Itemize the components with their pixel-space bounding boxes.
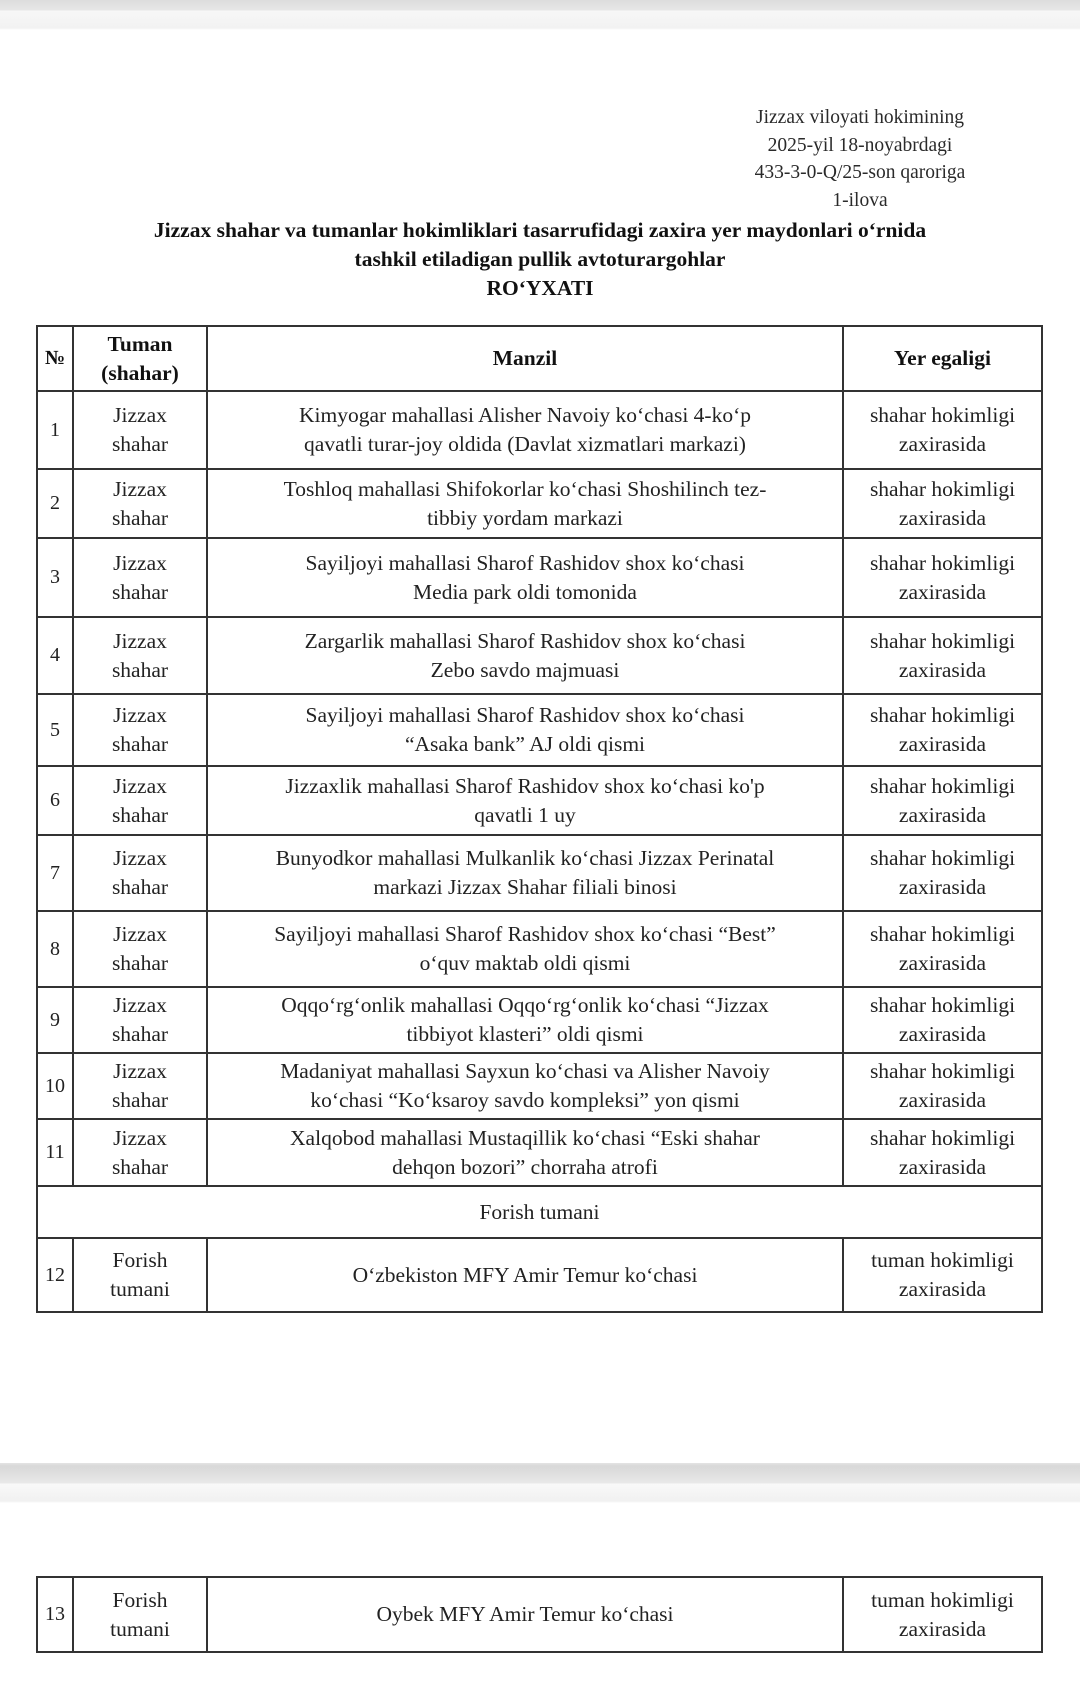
- header-ownership: Yer egaligi: [843, 326, 1042, 391]
- row-district-line: Jizzax: [113, 403, 167, 427]
- row-address-line: tibbiy yordam markazi: [427, 505, 623, 530]
- row-number: 13: [37, 1577, 73, 1652]
- row-address: [207, 469, 843, 538]
- row-address: [207, 1577, 843, 1652]
- row-district-line: Jizzax: [113, 1125, 167, 1150]
- row-ownership-line: zaxirasida: [898, 1022, 987, 1046]
- row-ownership-line: zaxirasida: [898, 657, 987, 682]
- row-district-line: shahar: [111, 1154, 169, 1179]
- table-row: [37, 538, 1042, 617]
- header-number: №: [37, 326, 73, 391]
- row-address-line: “Asaka bank” AJ oldi qismi: [404, 732, 646, 756]
- row-ownership-line: shahar hokimligi: [869, 628, 1016, 653]
- table-row: [37, 987, 1042, 1053]
- row-address: [207, 766, 843, 835]
- row-district-line: shahar: [111, 951, 169, 975]
- row-district-line: shahar: [111, 579, 169, 604]
- row-address-line: Bunyodkor mahallasi Mulkanlik ko‘chasi Jizzax Perinatal: [275, 846, 775, 870]
- row-district-line: Jizzax: [113, 1059, 167, 1083]
- row-address-line: Sayiljoyi mahallasi Sharof Rashidov shox ko‘chasi: [305, 550, 745, 575]
- table-row: [37, 835, 1042, 911]
- row-ownership: [843, 538, 1042, 617]
- row-ownership-line: shahar hokimligi: [869, 403, 1016, 427]
- row-address: [207, 1119, 843, 1186]
- row-address-line: Oybek MFY Amir Temur ko‘chasi: [376, 1602, 674, 1626]
- row-ownership: [843, 1577, 1042, 1652]
- row-ownership: [843, 617, 1042, 694]
- row-district-line: Forish: [112, 1587, 168, 1612]
- row-address-line: dehqon bozori” chorraha atrofi: [392, 1154, 658, 1179]
- row-district: [73, 469, 207, 538]
- table-row: [37, 766, 1042, 835]
- row-number: 4: [37, 617, 73, 694]
- row-district: [73, 1577, 207, 1652]
- row-district: [73, 1119, 207, 1186]
- row-district-line: shahar: [111, 432, 169, 456]
- row-address: [207, 987, 843, 1053]
- row-ownership: [843, 1238, 1042, 1312]
- row-district: [73, 617, 207, 694]
- row-ownership-line: zaxirasida: [898, 1616, 987, 1641]
- row-address-line: Zargarlik mahallasi Sharof Rashidov shox ko‘chasi: [304, 628, 746, 653]
- row-ownership: [843, 469, 1042, 538]
- row-number: 7: [37, 835, 73, 911]
- row-ownership: [843, 911, 1042, 987]
- row-ownership-line: shahar hokimligi: [869, 1125, 1016, 1150]
- row-ownership-line: shahar hokimligi: [869, 993, 1016, 1017]
- row-number: 1: [37, 391, 73, 469]
- row-address-line: qavatli turar-joy oldida (Davlat xizmatlari markazi): [304, 432, 746, 456]
- row-ownership-line: shahar hokimligi: [869, 1059, 1016, 1083]
- row-address-line: o‘quv maktab oldi qismi: [419, 951, 631, 975]
- row-ownership: [843, 766, 1042, 835]
- row-ownership-line: tuman hokimligi: [871, 1248, 1014, 1272]
- row-district-line: shahar: [111, 1022, 169, 1046]
- row-address: [207, 538, 843, 617]
- table-header-row: [37, 326, 1042, 391]
- row-district: [73, 911, 207, 987]
- approval-note: [700, 104, 1020, 214]
- row-number: 3: [37, 538, 73, 617]
- row-address-line: Media park oldi tomonida: [413, 579, 637, 604]
- row-number: 2: [37, 469, 73, 538]
- row-district-line: shahar: [111, 1088, 169, 1112]
- row-district: [73, 1053, 207, 1119]
- row-number: 9: [37, 987, 73, 1053]
- row-number: 5: [37, 694, 73, 766]
- row-district-line: Jizzax: [113, 628, 167, 653]
- row-district: [73, 391, 207, 469]
- section-header-row: [37, 1186, 1042, 1238]
- row-ownership-line: zaxirasida: [898, 432, 987, 456]
- approval-line: Jizzax viloyati hokimining: [756, 107, 964, 128]
- table-row: [37, 469, 1042, 538]
- row-ownership: [843, 1053, 1042, 1119]
- row-address-line: tibbiyot klasteri” oldi qismi: [406, 1022, 644, 1046]
- row-district: [73, 1238, 207, 1312]
- table-row: [37, 1238, 1042, 1312]
- row-district-line: shahar: [111, 802, 169, 827]
- row-ownership: [843, 391, 1042, 469]
- row-ownership-line: shahar hokimligi: [869, 846, 1016, 870]
- row-district: [73, 835, 207, 911]
- row-district-line: Jizzax: [113, 550, 167, 575]
- row-address-line: O‘zbekiston MFY Amir Temur ko‘chasi: [352, 1262, 698, 1287]
- row-address-line: Xalqobod mahallasi Mustaqillik ko‘chasi “Eski shahar: [290, 1125, 760, 1150]
- row-ownership-line: shahar hokimligi: [869, 550, 1016, 575]
- row-ownership-line: shahar hokimligi: [869, 922, 1016, 946]
- row-district-line: shahar: [111, 505, 169, 530]
- title-line: RO‘YXATI: [486, 276, 594, 300]
- row-ownership-line: zaxirasida: [898, 875, 987, 899]
- approval-line: 433-3-0-Q/25-son qaroriga: [754, 162, 966, 183]
- row-address: [207, 391, 843, 469]
- row-district-line: Forish: [112, 1248, 168, 1272]
- row-district: [73, 694, 207, 766]
- row-ownership-line: tuman hokimligi: [871, 1587, 1014, 1612]
- row-address-line: Kimyogar mahallasi Alisher Navoiy ko‘chasi 4-ko‘p: [299, 403, 751, 427]
- row-address: [207, 1238, 843, 1312]
- parking-list-table-continued: [36, 1576, 1043, 1653]
- table-row: [37, 617, 1042, 694]
- row-ownership-line: zaxirasida: [898, 732, 987, 756]
- parking-list-table: [36, 325, 1043, 1313]
- row-ownership-line: shahar hokimligi: [869, 773, 1016, 798]
- row-district: [73, 766, 207, 835]
- row-address: [207, 617, 843, 694]
- row-ownership-line: zaxirasida: [898, 579, 987, 604]
- header-address: Manzil: [207, 326, 843, 391]
- page-separator-top: [0, 0, 1080, 30]
- row-address-line: markazi Jizzax Shahar filiali binosi: [373, 875, 677, 899]
- row-district-line: Jizzax: [113, 476, 167, 501]
- row-number: 6: [37, 766, 73, 835]
- table-row: [37, 1577, 1042, 1652]
- table-row: [37, 694, 1042, 766]
- approval-line: 2025-yil 18-noyabrdagi: [767, 134, 953, 156]
- row-address-line: qavatli 1 uy: [474, 802, 576, 827]
- header-district: Tuman (shahar): [73, 326, 207, 391]
- row-ownership-line: shahar hokimligi: [869, 703, 1016, 727]
- row-ownership: [843, 1119, 1042, 1186]
- table-row: [37, 1053, 1042, 1119]
- row-address-line: Madaniyat mahallasi Sayxun ko‘chasi va Alisher Navoiy: [280, 1059, 770, 1083]
- row-address: [207, 911, 843, 987]
- row-ownership-line: zaxirasida: [898, 802, 987, 827]
- document-title: [40, 216, 1040, 303]
- row-district-line: Jizzax: [113, 922, 167, 946]
- row-address-line: Sayiljoyi mahallasi Sharof Rashidov shox ko‘chasi: [305, 703, 745, 727]
- row-ownership-line: zaxirasida: [898, 951, 987, 975]
- row-ownership: [843, 694, 1042, 766]
- row-address-line: Zebo savdo majmuasi: [430, 657, 620, 682]
- row-district: [73, 538, 207, 617]
- section-title: Forish tumani: [37, 1186, 1042, 1238]
- row-ownership-line: shahar hokimligi: [869, 476, 1016, 501]
- row-district-line: Jizzax: [113, 846, 167, 870]
- row-address-line: Sayiljoyi mahallasi Sharof Rashidov shox ko‘chasi “Best”: [274, 922, 776, 946]
- approval-line: 1-ilova: [832, 189, 888, 211]
- row-number: 10: [37, 1053, 73, 1119]
- row-number: 12: [37, 1238, 73, 1312]
- row-district-line: tumani: [110, 1616, 170, 1641]
- row-ownership-line: zaxirasida: [898, 1088, 987, 1112]
- row-number: 8: [37, 911, 73, 987]
- row-ownership-line: zaxirasida: [898, 1154, 987, 1179]
- row-district-line: shahar: [111, 732, 169, 756]
- row-ownership-line: zaxirasida: [898, 1277, 987, 1301]
- row-address-line: Jizzaxlik mahallasi Sharof Rashidov shox ko‘chasi ko'p: [285, 773, 765, 798]
- page-separator: [0, 1463, 1080, 1503]
- row-district-line: Jizzax: [113, 773, 167, 798]
- title-line: tashkil etiladigan pullik avtoturargohlar: [354, 247, 726, 271]
- row-district-line: Jizzax: [113, 703, 167, 727]
- row-ownership-line: zaxirasida: [898, 505, 987, 530]
- table-row: [37, 391, 1042, 469]
- table-row: [37, 1119, 1042, 1186]
- row-address-line: ko‘chasi “Ko‘ksaroy savdo kompleksi” yon qismi: [310, 1088, 740, 1112]
- row-ownership: [843, 835, 1042, 911]
- row-ownership: [843, 987, 1042, 1053]
- row-number: 11: [37, 1119, 73, 1186]
- row-address: [207, 694, 843, 766]
- row-district-line: shahar: [111, 657, 169, 682]
- row-district-line: shahar: [111, 875, 169, 899]
- row-address-line: Toshloq mahallasi Shifokorlar ko‘chasi Shoshilinch tez-: [283, 476, 767, 501]
- row-district-line: tumani: [110, 1277, 170, 1301]
- row-address: [207, 1053, 843, 1119]
- table-row: [37, 911, 1042, 987]
- row-district-line: Jizzax: [113, 993, 167, 1017]
- row-district: [73, 987, 207, 1053]
- title-line: Jizzax shahar va tumanlar hokimliklari tasarrufidagi zaxira yer maydonlari o‘rnida: [153, 218, 927, 242]
- row-address-line: Oqqo‘rg‘onlik mahallasi Oqqo‘rg‘onlik ko‘chasi “Jizzax: [281, 993, 769, 1017]
- row-address: [207, 835, 843, 911]
